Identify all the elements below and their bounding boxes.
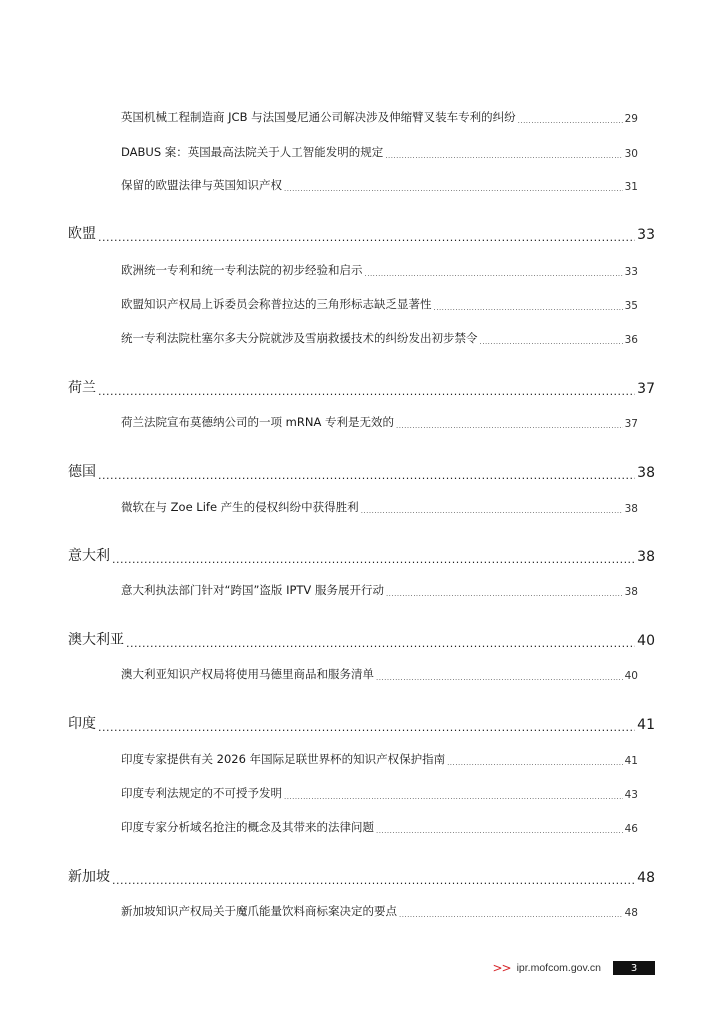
toc-entry-title: 印度专利法规定的不可授予发明	[121, 786, 282, 800]
toc-section-title: 澳大利亚	[68, 632, 124, 648]
dot-leader	[480, 338, 623, 346]
toc-entry-page: 38	[624, 503, 638, 515]
toc-section[interactable]	[68, 713, 655, 733]
dot-leader	[361, 507, 623, 515]
toc-entry-page: 33	[624, 266, 638, 278]
toc-section-page: 33	[637, 227, 655, 243]
toc-entry-title: 欧盟知识产权局上诉委员会称普拉达的三角形标志缺乏显著性	[121, 297, 432, 311]
toc-section-title: 意大利	[68, 548, 110, 564]
toc-entry[interactable]	[121, 666, 638, 682]
toc-entry-page: 41	[624, 755, 638, 767]
toc-entry-page: 46	[624, 823, 638, 835]
toc-entry-title: 意大利执法部门针对“跨国”盗版 IPTV 服务展开行动	[121, 583, 384, 597]
toc-section[interactable]	[68, 629, 655, 649]
toc-entry[interactable]	[121, 903, 638, 919]
toc-section[interactable]	[68, 545, 655, 565]
toc-entry[interactable]	[121, 330, 638, 346]
toc-section[interactable]	[68, 223, 655, 243]
toc-entry-page: 31	[624, 181, 638, 193]
toc-entry-page: 35	[624, 300, 638, 312]
footer-url-link[interactable]: ipr.mofcom.gov.cn	[516, 962, 601, 974]
toc-section[interactable]	[68, 377, 655, 397]
toc-section-title: 德国	[68, 464, 96, 480]
dot-leader	[396, 422, 623, 430]
toc-entry-title: 保留的欧盟法律与英国知识产权	[121, 178, 282, 192]
dot-leader	[399, 911, 623, 919]
toc-entry-title: 荷兰法院宣布莫德纳公司的一项 mRNA 专利是无效的	[121, 415, 394, 429]
dot-leader	[385, 152, 622, 160]
toc-entry-page: 30	[624, 148, 638, 160]
dot-leader	[447, 759, 623, 767]
toc-section-title: 欧盟	[68, 226, 96, 242]
toc-entry[interactable]	[121, 177, 638, 193]
toc-section-page: 37	[637, 381, 655, 397]
toc-section-page: 38	[637, 465, 655, 481]
toc-entry-page: 36	[624, 334, 638, 346]
toc-entry-page: 43	[624, 789, 638, 801]
toc-entry-title: 欧洲统一专利和统一专利法院的初步经验和启示	[121, 263, 363, 277]
dot-leader	[112, 874, 635, 886]
toc-section-title: 印度	[68, 716, 96, 732]
toc-entry[interactable]	[121, 144, 638, 160]
double-chevron-right-icon: >>	[492, 961, 511, 975]
toc-entry-page: 48	[624, 907, 638, 919]
toc-entry-title: 澳大利亚知识产权局将使用马德里商品和服务清单	[121, 667, 374, 681]
toc-entry[interactable]	[121, 819, 638, 835]
toc-entry-page: 38	[624, 586, 638, 598]
toc-entry-title: 微软在与 Zoe Life 产生的侵权纠纷中获得胜利	[121, 500, 359, 514]
dot-leader	[376, 674, 623, 682]
toc-section[interactable]	[68, 461, 655, 481]
toc-section-page: 38	[637, 549, 655, 565]
toc-entry-page: 37	[624, 418, 638, 430]
dot-leader	[365, 270, 623, 278]
toc-entry[interactable]	[121, 751, 638, 767]
toc-section-page: 41	[637, 717, 655, 733]
toc-entry[interactable]	[121, 785, 638, 801]
toc-entry[interactable]	[121, 499, 638, 515]
toc-section[interactable]	[68, 866, 655, 886]
dot-leader	[376, 827, 623, 835]
dot-leader	[112, 553, 635, 565]
page-number-badge: 3	[613, 961, 655, 975]
toc-entry-title: DABUS 案：英国最高法院关于人工智能发明的规定	[121, 145, 384, 159]
toc-section-page: 40	[637, 633, 655, 649]
toc-entry-page: 29	[624, 113, 638, 125]
toc-entry[interactable]	[121, 582, 638, 598]
toc-entry[interactable]	[121, 109, 638, 125]
dot-leader	[284, 793, 623, 801]
dot-leader	[98, 385, 635, 397]
toc-entry[interactable]	[121, 262, 638, 278]
dot-leader	[126, 637, 635, 649]
dot-leader	[98, 469, 635, 481]
toc-section-title: 新加坡	[68, 869, 110, 885]
toc-entry-title: 印度专家提供有关 2026 年国际足联世界杯的知识产权保护指南	[121, 752, 446, 766]
toc-entry-title: 英国机械工程制造商 JCB 与法国曼尼通公司解决涉及伸缩臂叉装车专利的纠纷	[121, 110, 516, 124]
dot-leader	[284, 185, 623, 193]
toc-entry-title: 印度专家分析域名抢注的概念及其带来的法律问题	[121, 820, 374, 834]
toc-entry-title: 统一专利法院杜塞尔多夫分院就涉及雪崩救援技术的纠纷发出初步禁令	[121, 331, 478, 345]
page-footer	[492, 961, 655, 975]
toc-entry[interactable]	[121, 296, 638, 312]
toc-entry-page: 40	[624, 670, 638, 682]
dot-leader	[98, 231, 635, 243]
toc-entry[interactable]	[121, 414, 638, 430]
toc-entry-title: 新加坡知识产权局关于魔爪能量饮料商标案决定的要点	[121, 904, 397, 918]
toc-section-title: 荷兰	[68, 380, 96, 396]
dot-leader	[98, 721, 635, 733]
dot-leader	[386, 590, 623, 598]
toc-section-page: 48	[637, 870, 655, 886]
dot-leader	[434, 304, 623, 312]
dot-leader	[518, 117, 623, 125]
